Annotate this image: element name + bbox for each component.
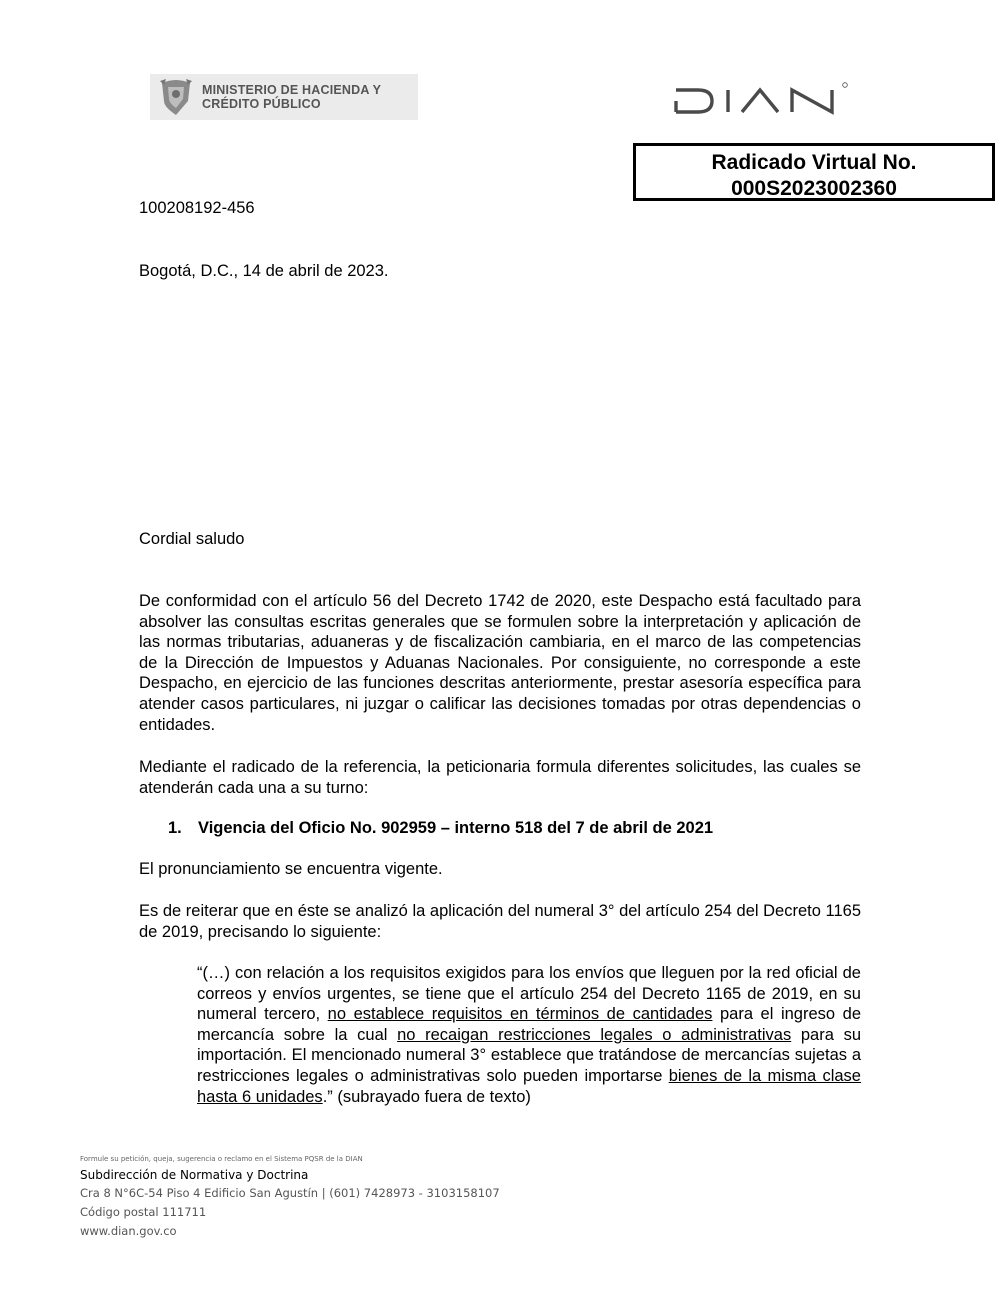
ministry-logo [150,74,418,120]
place-date: Bogotá, D.C., 14 de abril de 2023. [139,262,389,280]
coat-of-arms-icon [158,77,194,117]
quote-text-3: para su importación. El mencionado numeral 3° establece que tratándose de mercancías sujetas a restricciones legales o administrativas solo pueden importarse [197,1025,861,1085]
quote-text-1: “(…) con relación a los requisitos exigidos para los envíos que lleguen por la red oficial de correos y envíos urgentes, se tiene que el artículo 254 del Decreto 1165 de 2019, en su numeral tercero, [197,964,861,1024]
dian-logo [672,80,852,120]
section-title: Vigencia del Oficio No. 902959 – interno 518 del 7 de abril de 2021 [198,819,714,837]
footer-pqsr: Formule su petición, queja, sugerencia o reclamo en el Sistema PQSR de la DIAN [80,1155,363,1163]
quote-text-4: .” (subrayado fuera de texto) [322,1087,531,1106]
quote-underlined-2: no recaigan restricciones legales o administrativas [397,1025,792,1044]
ministry-name-line2: CRÉDITO PÚBLICO [202,97,321,111]
ministry-name-line1: MINISTERIO DE HACIENDA Y [202,83,382,97]
paragraph-validity: El pronunciamiento se encuentra vigente. [139,860,443,878]
reference-number: 100208192-456 [139,199,255,217]
greeting: Cordial saludo [139,530,245,548]
paragraph-requests: Mediante el radicado de la referencia, la peticionaria formula diferentes solicitudes, las cuales se atenderán cada una a su turno: [139,758,861,797]
ministry-name [202,83,381,111]
footer [80,1154,500,1241]
quote-underlined-3: bienes de la misma clase hasta 6 unidades [197,1066,861,1106]
section-number: 1. [168,819,182,837]
quote-text-2: para el ingreso de mercancía sobre la cual [197,1005,861,1044]
footer-department: Subdirección de Normativa y Doctrina [80,1168,309,1182]
radicado-label: Radicado Virtual No. [711,151,917,174]
section-heading [168,818,713,839]
footer-postal-code: Código postal 111711 [80,1205,207,1219]
paragraph-reiteration: Es de reiterar que en éste se analizó la aplicación del numeral 3° del artículo 254 del Decreto 1165 de 2019, precisando lo siguiente: [139,902,861,941]
radicado-number: 000S2023002360 [731,177,897,200]
footer-address: Cra 8 N°6C-54 Piso 4 Edificio San Agustín | (601) 7428973 - 3103158107 [80,1186,500,1200]
block-quote [197,963,861,1107]
quote-underlined-1: no establece requisitos en términos de cantidades [327,1005,713,1024]
footer-website: www.dian.gov.co [80,1224,177,1238]
radicado-box [633,143,995,201]
paragraph-competence: De conformidad con el artículo 56 del Decreto 1742 de 2020, este Despacho está facultado para absolver las consultas escritas generales que se formulen sobre la interpretación y aplicación de las normas tributarias, aduaneras y de fiscalización cambiaria, en el marco de las competencias de la Dirección de Impuestos y Aduanas Nacionales. Por consiguiente, no corresponde a este Despacho, en ejercicio de las funciones descritas anteriormente, prestar asesoría específica para atender casos particulares, ni juzgar o calificar las decisiones tomadas por otras dependencias o entidades. [139,592,861,734]
